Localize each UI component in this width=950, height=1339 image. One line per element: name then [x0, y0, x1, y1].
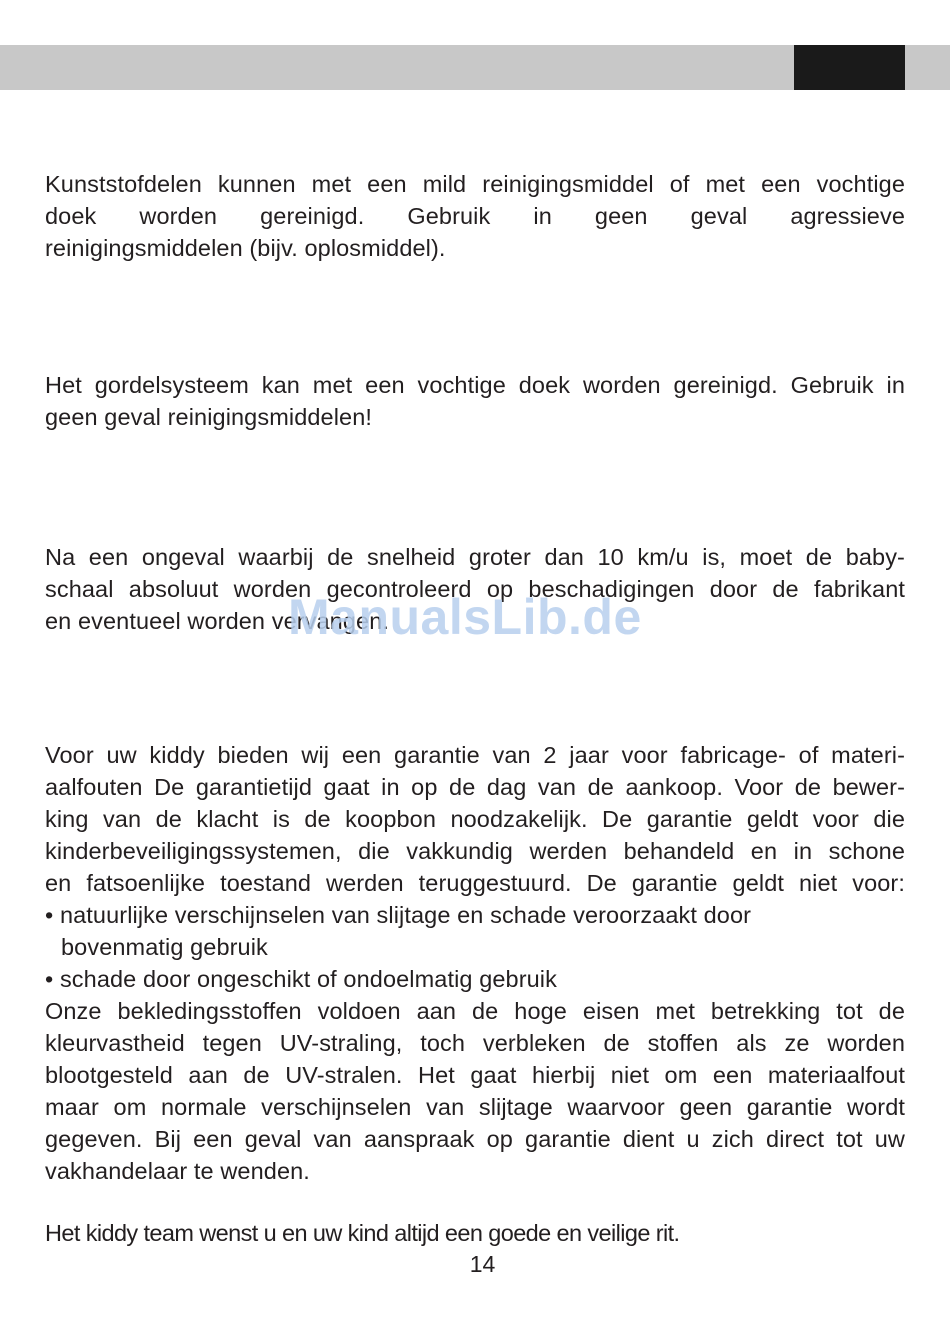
text-line: Voor uw kiddy bieden wij een garantie van 2 jaar voor fabricage- of materi- — [45, 742, 905, 768]
plastic-cleaning-paragraph — [45, 168, 905, 264]
text-line: kleurvastheid tegen UV-straling, toch verbleken de stoffen als ze worden — [45, 1030, 905, 1056]
text-line: gegeven. Bij een geval van aanspraak op garantie dient u zich direct tot uw — [45, 1126, 905, 1152]
warranty-paragraph — [45, 739, 905, 1187]
text-line: geen geval reinigingsmiddelen! — [45, 404, 372, 430]
text-line: en fatsoenlijke toestand werden teruggestuurd. De garantie geldt niet voor: — [45, 870, 905, 896]
text-line: reinigingsmiddelen (bijv. oplosmiddel). — [45, 235, 446, 261]
belt-cleaning-paragraph — [45, 369, 905, 433]
text-line: Het gordelsysteem kan met een vochtige doek worden gereinigd. Gebruik in — [45, 372, 905, 398]
bullet-item-continuation: bovenmatig gebruik — [61, 934, 268, 960]
text-line: aalfouten De garantietijd gaat in op de dag van de aankoop. Voor de bewer- — [45, 774, 905, 800]
page-number: 14 — [469, 1251, 496, 1277]
text-line: schaal absoluut worden gecontroleerd op beschadigingen door de fabrikant — [45, 576, 905, 602]
watermark: ManualsLib.de — [288, 589, 642, 645]
text-line: blootgesteld aan de UV-stralen. Het gaat hierbij niet om een materiaalfout — [45, 1062, 905, 1088]
text-line: Na een ongeval waarbij de snelheid groter dan 10 km/u is, moet de baby- — [45, 544, 905, 570]
closing-sentence: Het kiddy team wenst u en uw kind altijd een goede en veilige rit. — [45, 1220, 680, 1246]
header-tab-block — [794, 45, 905, 90]
text-line: kinderbeveiligingssystemen, die vakkundig werden behandeld en in schone — [45, 838, 905, 864]
text-line: vakhandelaar te wenden. — [45, 1158, 310, 1184]
text-line: Onze bekledingsstoffen voldoen aan de hoge eisen met betrekking tot de — [45, 998, 905, 1024]
text-line: doek worden gereinigd. Gebruik in geen geval agressieve — [45, 203, 905, 229]
text-line: maar om normale verschijnselen van slijtage waarvoor geen garantie wordt — [45, 1094, 905, 1120]
text-line: Kunststofdelen kunnen met een mild reinigingsmiddel of met een vochtige — [45, 171, 905, 197]
text-line: king van de klacht is de koopbon noodzakelijk. De garantie geldt voor die — [45, 806, 905, 832]
text-line: en eventueel worden vervangen. — [45, 608, 389, 634]
bullet-item: • natuurlijke verschijnselen van slijtage en schade veroorzaakt door — [45, 902, 752, 928]
bullet-item: • schade door ongeschikt of ondoelmatig gebruik — [45, 966, 557, 992]
